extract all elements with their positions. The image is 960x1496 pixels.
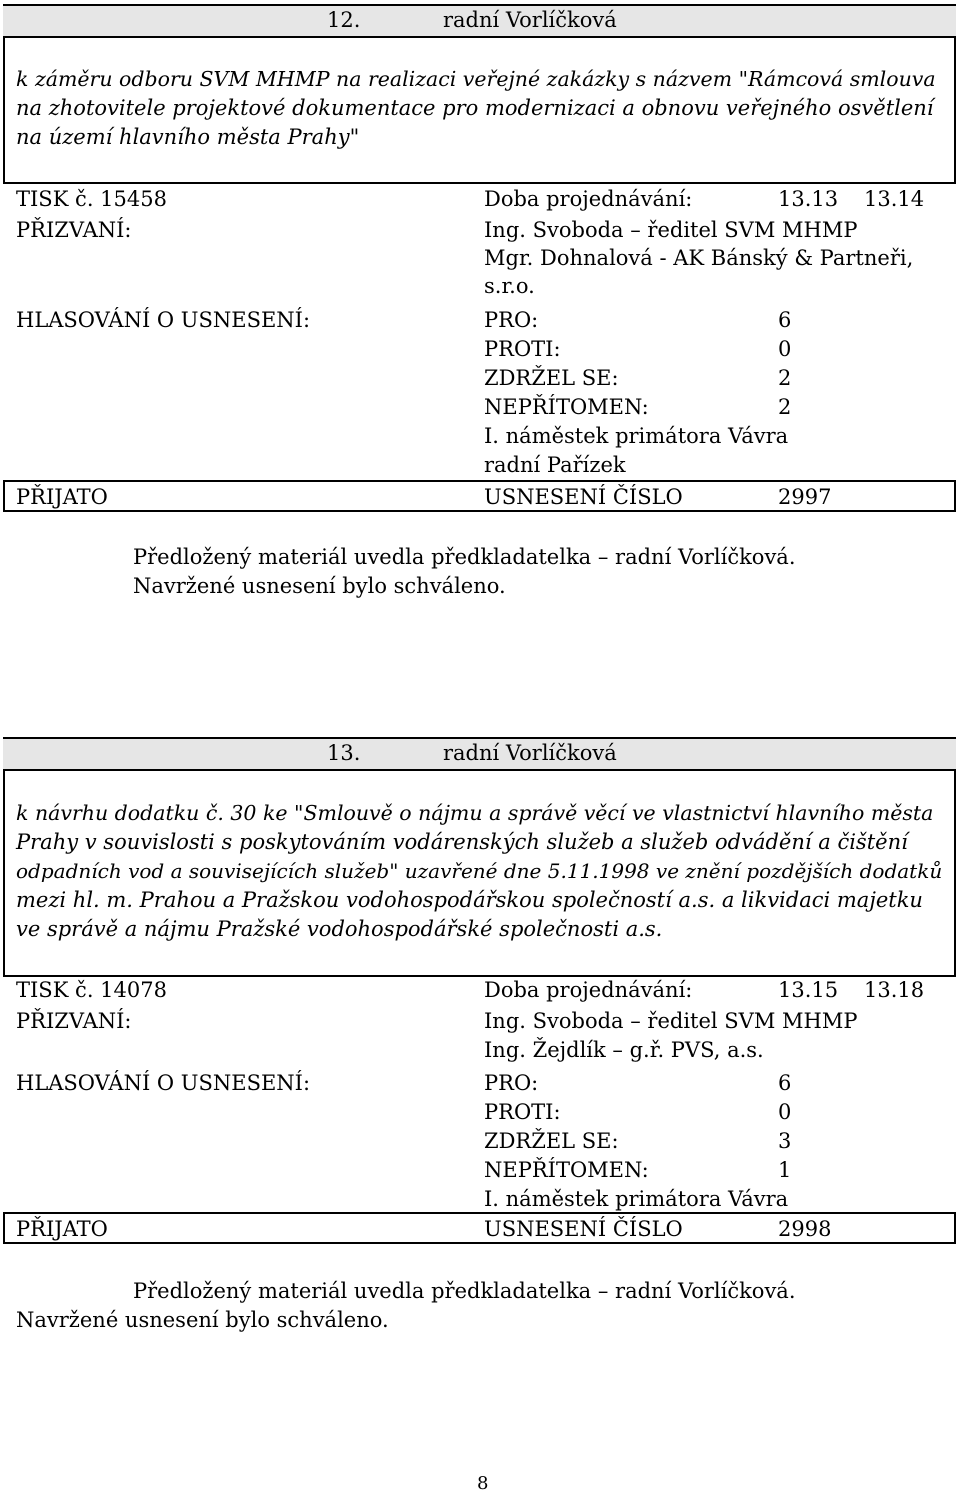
vote-label-pro: PRO: bbox=[484, 308, 539, 332]
doba-label: Doba projednávání: bbox=[484, 187, 693, 211]
doba-to: 13.18 bbox=[864, 978, 925, 1002]
vote-label-zdrzel: ZDRŽEL SE: bbox=[484, 366, 619, 390]
subject-line: mezi hl. m. Prahou a Pražskou vodohospodářskou společností a.s. a likvidaci majetku bbox=[16, 888, 923, 912]
vote-value-zdrzel: 3 bbox=[778, 1129, 792, 1153]
vote-label-pro: PRO: bbox=[484, 1071, 539, 1095]
prizvani-name: Ing. Svoboda – ředitel SVM MHMP bbox=[484, 1009, 858, 1033]
vote-value-pro: 6 bbox=[778, 1071, 792, 1095]
tisk-label: TISK č. 15458 bbox=[16, 187, 167, 211]
subject-line: k záměru odboru SVM MHMP na realizaci veřejné zakázky s názvem "Rámcová smlouva bbox=[16, 67, 936, 91]
prizvani-label: PŘIZVANÍ: bbox=[16, 1009, 132, 1033]
tisk-label: TISK č. 14078 bbox=[16, 978, 167, 1002]
box-border-left bbox=[3, 1212, 5, 1244]
doba-from: 13.15 bbox=[778, 978, 839, 1002]
divider bbox=[3, 1212, 956, 1214]
doba-to: 13.14 bbox=[864, 187, 925, 211]
item-number: 13. bbox=[327, 741, 361, 765]
box-border-right bbox=[954, 1212, 956, 1244]
vote-value-proti: 0 bbox=[778, 1100, 792, 1124]
usneseni-number: 2997 bbox=[778, 485, 832, 509]
item-presenter: radní Vorlíčková bbox=[443, 741, 617, 765]
vote-label-nepritomen: NEPŘÍTOMEN: bbox=[484, 1158, 649, 1182]
absent-name: radní Pařízek bbox=[484, 453, 626, 477]
prizvani-name: Ing. Svoboda – ředitel SVM MHMP bbox=[484, 218, 858, 242]
box-border-left bbox=[3, 737, 5, 977]
prizvani-name: Mgr. Dohnalová - AK Bánský & Partneři, bbox=[484, 246, 914, 270]
doba-from: 13.13 bbox=[778, 187, 839, 211]
doba-label: Doba projednávání: bbox=[484, 978, 693, 1002]
divider bbox=[3, 510, 956, 512]
result-label: PŘIJATO bbox=[16, 1217, 108, 1241]
usneseni-label: USNESENÍ ČÍSLO bbox=[484, 485, 683, 509]
page-number: 8 bbox=[477, 1473, 489, 1494]
subject-line: odpadních vod a souvisejících služeb" uzavřené dne 5.11.1998 ve znění pozdějších dodatků bbox=[16, 859, 943, 883]
divider bbox=[3, 182, 956, 184]
subject-line: ve správě a nájmu Pražské vodohospodářské společnosti a.s. bbox=[16, 917, 663, 941]
vote-label-zdrzel: ZDRŽEL SE: bbox=[484, 1129, 619, 1153]
prizvani-label: PŘIZVANÍ: bbox=[16, 218, 132, 242]
vote-value-pro: 6 bbox=[778, 308, 792, 332]
absent-name: I. náměstek primátora Vávra bbox=[484, 424, 789, 448]
subject-line: na území hlavního města Prahy" bbox=[16, 125, 360, 149]
prizvani-name: Ing. Žejdlík – g.ř. PVS, a.s. bbox=[484, 1038, 764, 1062]
item-number: 12. bbox=[327, 8, 361, 32]
vote-label-nepritomen: NEPŘÍTOMEN: bbox=[484, 395, 649, 419]
vote-value-zdrzel: 2 bbox=[778, 366, 792, 390]
vote-label-proti: PROTI: bbox=[484, 1100, 561, 1124]
result-label: PŘIJATO bbox=[16, 485, 108, 509]
vote-value-nepritomen: 1 bbox=[778, 1158, 792, 1182]
hlasovani-label: HLASOVÁNÍ O USNESENÍ: bbox=[16, 308, 311, 332]
item-presenter: radní Vorlíčková bbox=[443, 8, 617, 32]
divider bbox=[3, 480, 956, 482]
vote-label-proti: PROTI: bbox=[484, 337, 561, 361]
note-line: Navržené usnesení bylo schváleno. bbox=[16, 1308, 389, 1332]
box-border-right bbox=[954, 737, 956, 977]
usneseni-label: USNESENÍ ČÍSLO bbox=[484, 1217, 683, 1241]
box-border-right bbox=[954, 480, 956, 512]
prizvani-name: s.r.o. bbox=[484, 274, 535, 298]
subject-line: Prahy v souvislosti s poskytováním vodárenských služeb a služeb odvádění a čištění bbox=[16, 830, 908, 854]
divider bbox=[3, 975, 956, 977]
box-border-left bbox=[3, 480, 5, 512]
divider bbox=[3, 1242, 956, 1244]
vote-value-proti: 0 bbox=[778, 337, 792, 361]
subject-line: k návrhu dodatku č. 30 ke "Smlouvě o nájmu a správě věcí ve vlastnictví hlavního města bbox=[16, 801, 934, 825]
absent-name: I. náměstek primátora Vávra bbox=[484, 1187, 789, 1211]
note-line: Navržené usnesení bylo schváleno. bbox=[133, 574, 506, 598]
vote-value-nepritomen: 2 bbox=[778, 395, 792, 419]
usneseni-number: 2998 bbox=[778, 1217, 832, 1241]
note-line: Předložený materiál uvedla předkladatelka – radní Vorlíčková. bbox=[133, 545, 796, 569]
subject-line: na zhotovitele projektové dokumentace pro modernizaci a obnovu veřejného osvětlení bbox=[16, 96, 934, 120]
note-line: Předložený materiál uvedla předkladatelka – radní Vorlíčková. bbox=[133, 1279, 796, 1303]
hlasovani-label: HLASOVÁNÍ O USNESENÍ: bbox=[16, 1071, 311, 1095]
